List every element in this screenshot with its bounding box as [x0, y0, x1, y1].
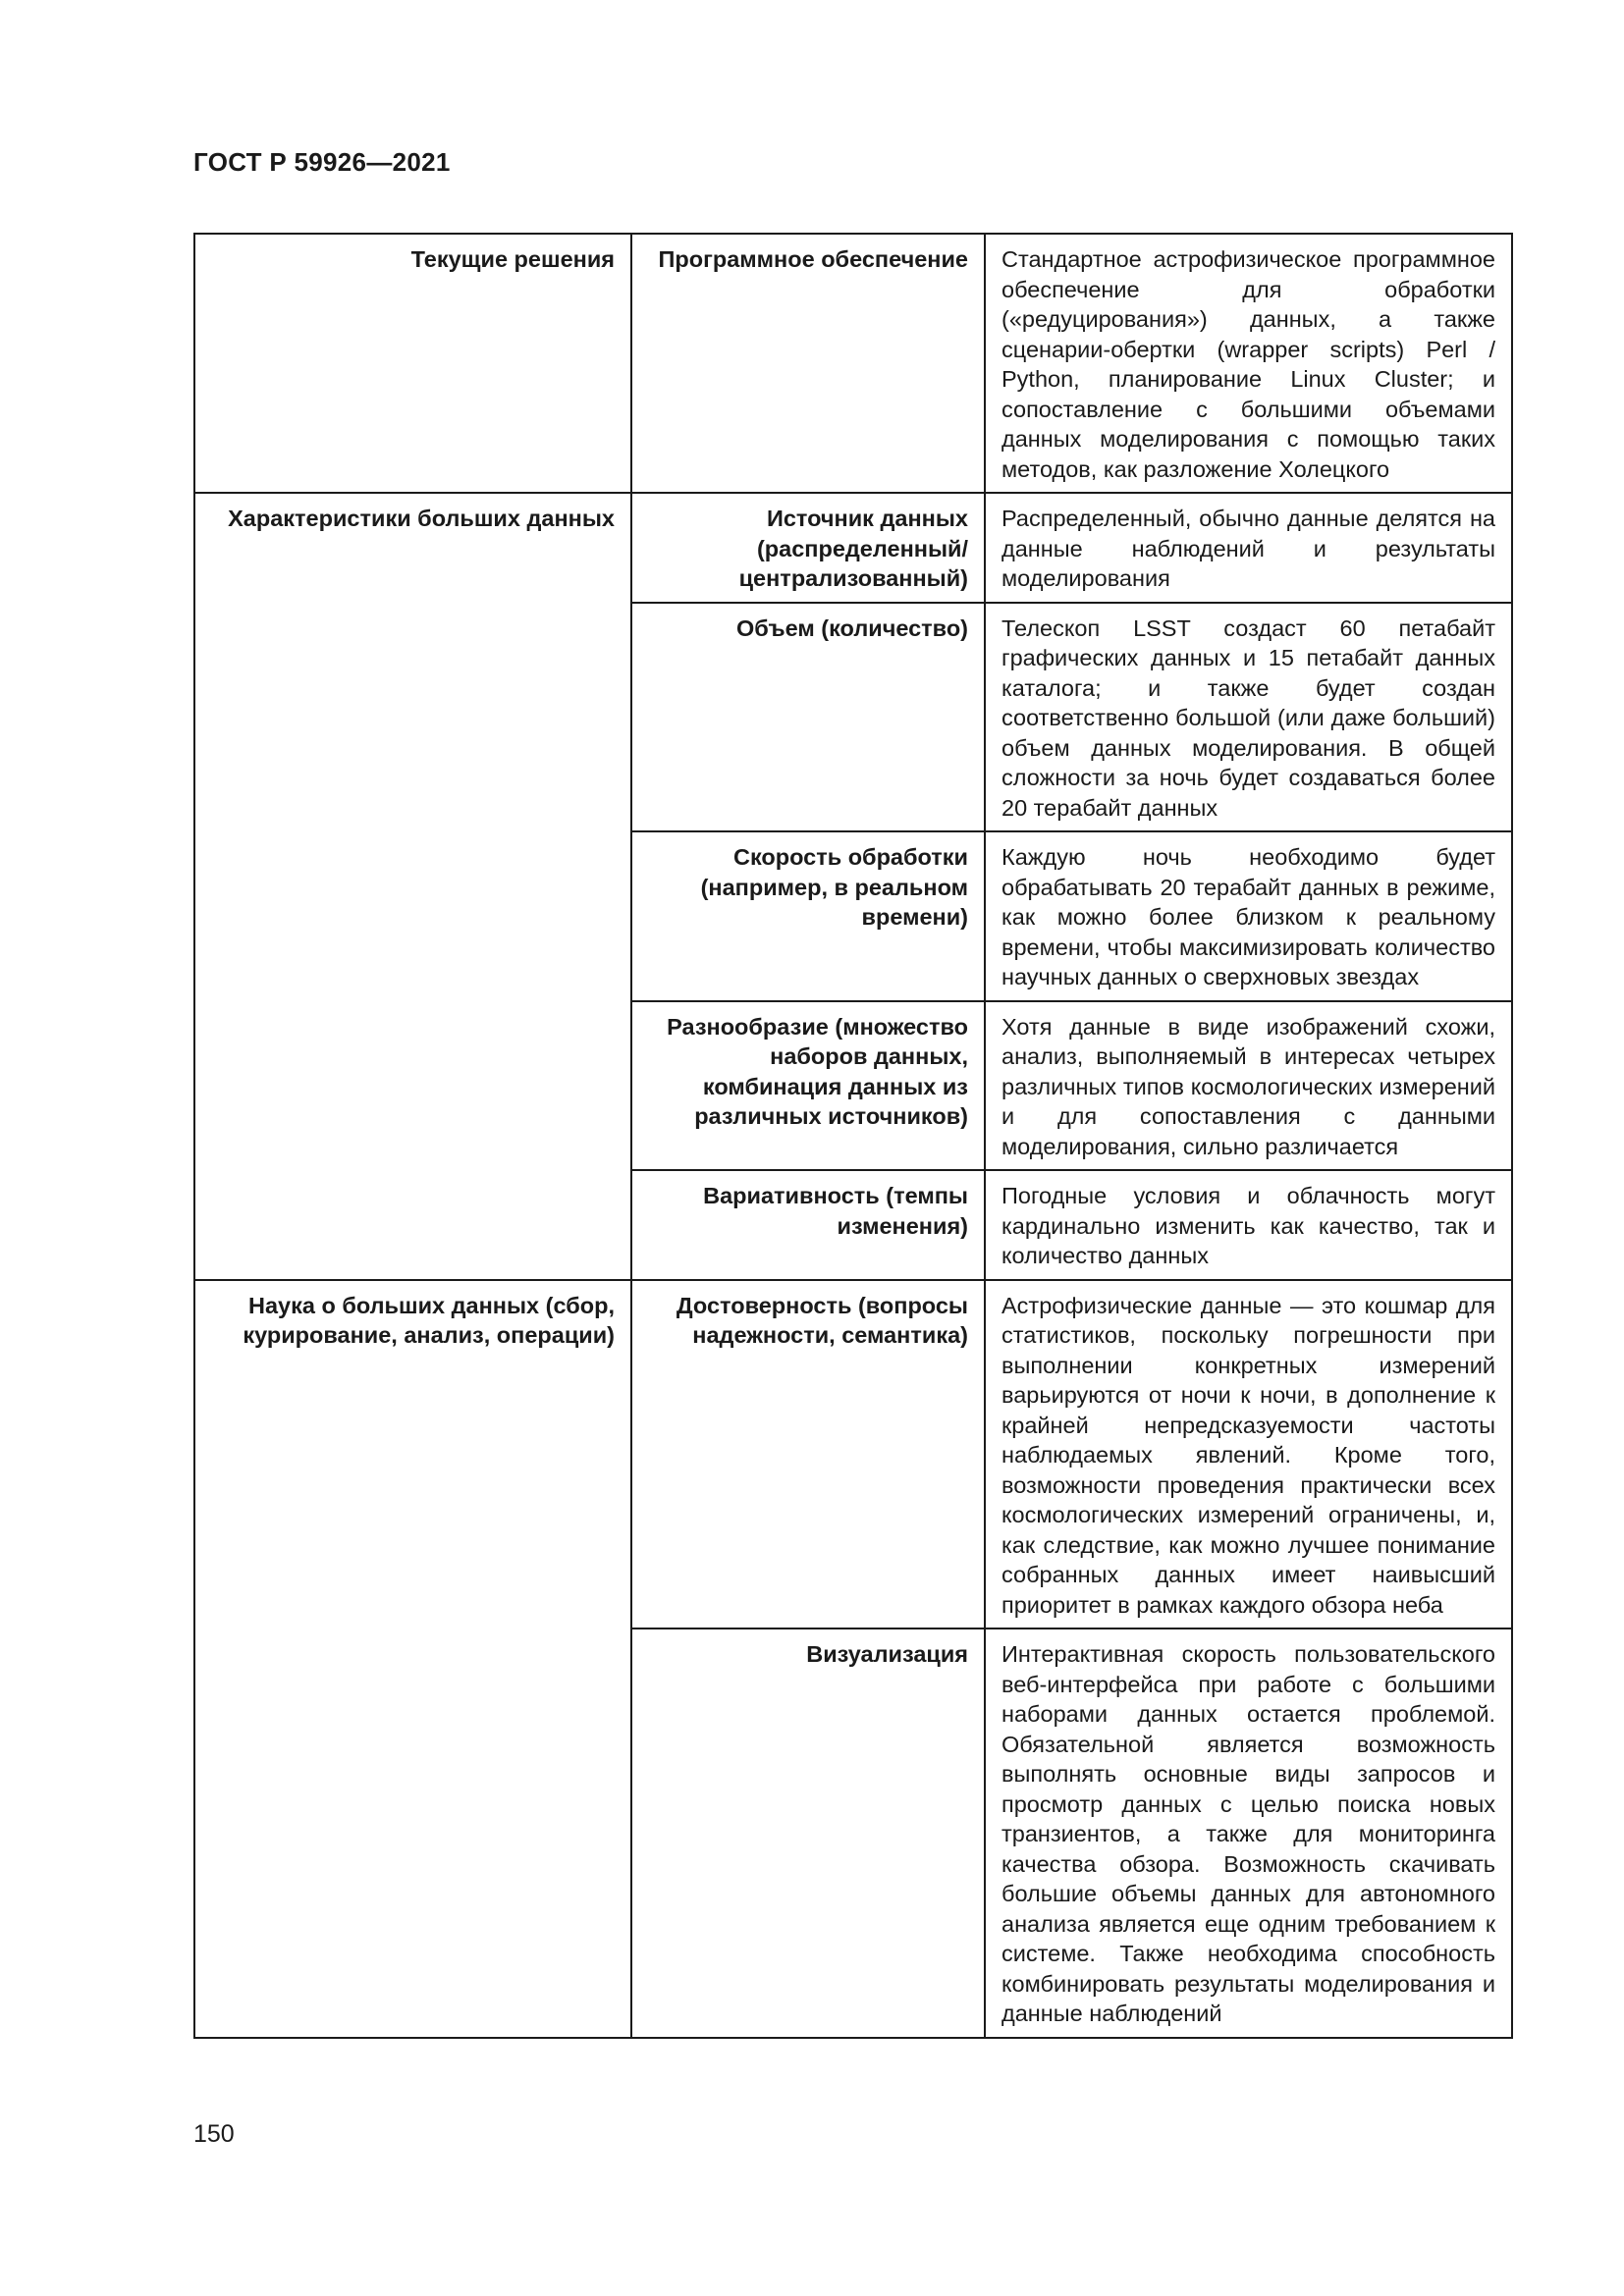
page-number: 150 — [193, 2120, 235, 2148]
description-cell: Интерактивная скорость пользовательского веб-интерфейса при работе с большими наборами данных остается проблемой. Обязательной является возможность выполнять основные виды запросов и просмотр данных с целью поиска новых транзиентов, а также для мониторинга качества обзора. Возможность скачивать большие объемы данных для автономного анализа является еще одним требованием к системе. Также необходима способность комбинировать результаты моделирования и данные наблюдений — [985, 1629, 1512, 2038]
aspect-cell: Объем (количество) — [631, 603, 985, 832]
aspect-cell: Достоверность (вопросы надежности, семантика) — [631, 1280, 985, 1629]
table-row — [194, 1280, 1512, 1629]
aspect-cell: Вариативность (темпы изменения) — [631, 1170, 985, 1280]
requirements-table — [193, 233, 1513, 2039]
description-cell: Астрофизические данные — это кошмар для статистиков, поскольку погрешности при выполнении конкретных измерений варьируются от ночи к ночи, в дополнение к крайней непредсказуемости частоты наблюдаемых явлений. Кроме того, возможности проведения практически всех космологических измерений ограничены, и, как следствие, как можно лучшее понимание собранных данных имеет наивысший приоритет в рамках каждого обзора неба — [985, 1280, 1512, 1629]
category-cell: Текущие решения — [194, 234, 631, 493]
description-cell: Каждую ночь необходимо будет обрабатывать 20 терабайт данных в режиме, как можно более близком к реальному времени, чтобы максимизировать количество научных данных о сверхновых звездах — [985, 831, 1512, 1001]
description-cell: Распределенный, обычно данные делятся на данные наблюдений и результаты моделирования — [985, 493, 1512, 603]
aspect-cell: Программное обеспечение — [631, 234, 985, 493]
aspect-cell: Источник данных (распределенный/ централизованный) — [631, 493, 985, 603]
aspect-cell: Скорость обработки (например, в реальном времени) — [631, 831, 985, 1001]
description-cell: Стандартное астрофизическое программное обеспечение для обработки («редуцирования») данных, а также сценарии-обертки (wrapper scripts) Perl / Python, планирование Linux Cluster; и сопоставление с большими объемами данных моделирования с помощью таких методов, как разложение Холецкого — [985, 234, 1512, 493]
aspect-cell: Визуализация — [631, 1629, 985, 2038]
description-cell: Хотя данные в виде изображений схожи, анализ, выполняемый в интересах четырех различных типов космологических измерений и для сопоставления с данными моделирования, сильно различается — [985, 1001, 1512, 1171]
category-cell: Характеристики больших данных — [194, 493, 631, 1280]
description-cell: Погодные условия и облачность могут кардинально изменить как качество, так и количество данных — [985, 1170, 1512, 1280]
table-row — [194, 493, 1512, 603]
aspect-cell: Разнообразие (множество наборов данных, комбинация данных из различных источников) — [631, 1001, 985, 1171]
document-header: ГОСТ Р 59926—2021 — [193, 147, 451, 177]
category-cell: Наука о больших данных (сбор, курирование, анализ, операции) — [194, 1280, 631, 2038]
description-cell: Телескоп LSST создаст 60 петабайт графических данных и 15 петабайт данных каталога; и также будет создан соответственно большой (или даже больший) объем данных моделирования. В общей сложности за ночь будет создаваться более 20 терабайт данных — [985, 603, 1512, 832]
table-row — [194, 234, 1512, 493]
